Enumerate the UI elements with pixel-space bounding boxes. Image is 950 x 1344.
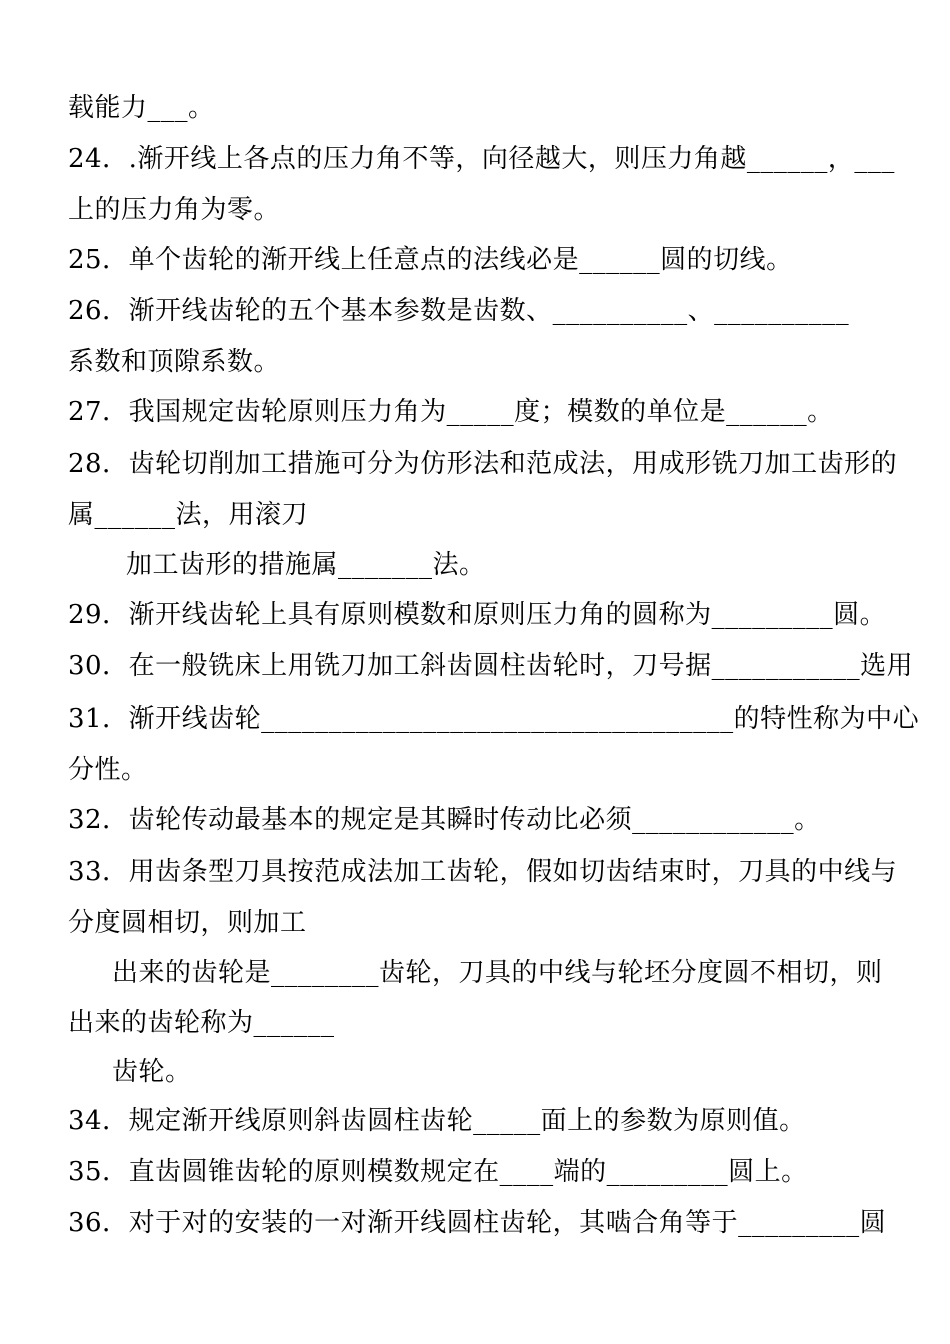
- text-line: 分度圆相切，则加工: [68, 908, 307, 938]
- text-line: 出来的齿轮称为______: [68, 1008, 335, 1038]
- text-line: 加工齿形的措施属_______法。: [126, 550, 486, 580]
- question-24: 24．.渐开线上各点的压力角不等，向径越大，则压力角越______，___: [68, 144, 895, 174]
- question-33: 33．用齿条型刀具按范成法加工齿轮，假如切齿结束时，刀具的中线与: [68, 857, 898, 887]
- text-line: 属______法，用滚刀: [68, 500, 309, 530]
- question-29: 29．渐开线齿轮上具有原则模数和原则压力角的圆称为_________圆。: [68, 600, 887, 630]
- question-25: 25．单个齿轮的渐开线上任意点的法线必是______圆的切线。: [68, 245, 793, 275]
- question-26: 26．渐开线齿轮的五个基本参数是齿数、__________、__________: [68, 296, 850, 326]
- text-line: 出来的齿轮是________齿轮，刀具的中线与轮坯分度圆不相切，则: [112, 958, 883, 988]
- text-line: 载能力___。: [68, 93, 215, 123]
- question-28: 28．齿轮切削加工措施可分为仿形法和范成法，用成形铣刀加工齿形的: [68, 449, 898, 479]
- question-35: 35．直齿圆锥齿轮的原则模数规定在____端的_________圆上。: [68, 1157, 808, 1187]
- question-36: 36．对于对的安装的一对渐开线圆柱齿轮，其啮合角等于_________圆: [68, 1208, 887, 1238]
- question-32: 32．齿轮传动最基本的规定是其瞬时传动比必须____________。: [68, 805, 821, 835]
- question-34: 34．规定渐开线原则斜齿圆柱齿轮_____面上的参数为原则值。: [68, 1106, 806, 1136]
- question-27: 27．我国规定齿轮原则压力角为_____度；模数的单位是______。: [68, 397, 834, 427]
- text-line: 上的压力角为零。: [68, 195, 281, 225]
- text-line: 分性。: [68, 755, 148, 785]
- text-line: 齿轮。: [112, 1057, 192, 1087]
- text-line: 系数和顶隙系数。: [68, 347, 281, 377]
- question-31: 31．渐开线齿轮___________________________________的特性称为中心: [68, 704, 920, 734]
- question-30: 30．在一般铣床上用铣刀加工斜齿圆柱齿轮时，刀号据___________选用: [68, 651, 914, 681]
